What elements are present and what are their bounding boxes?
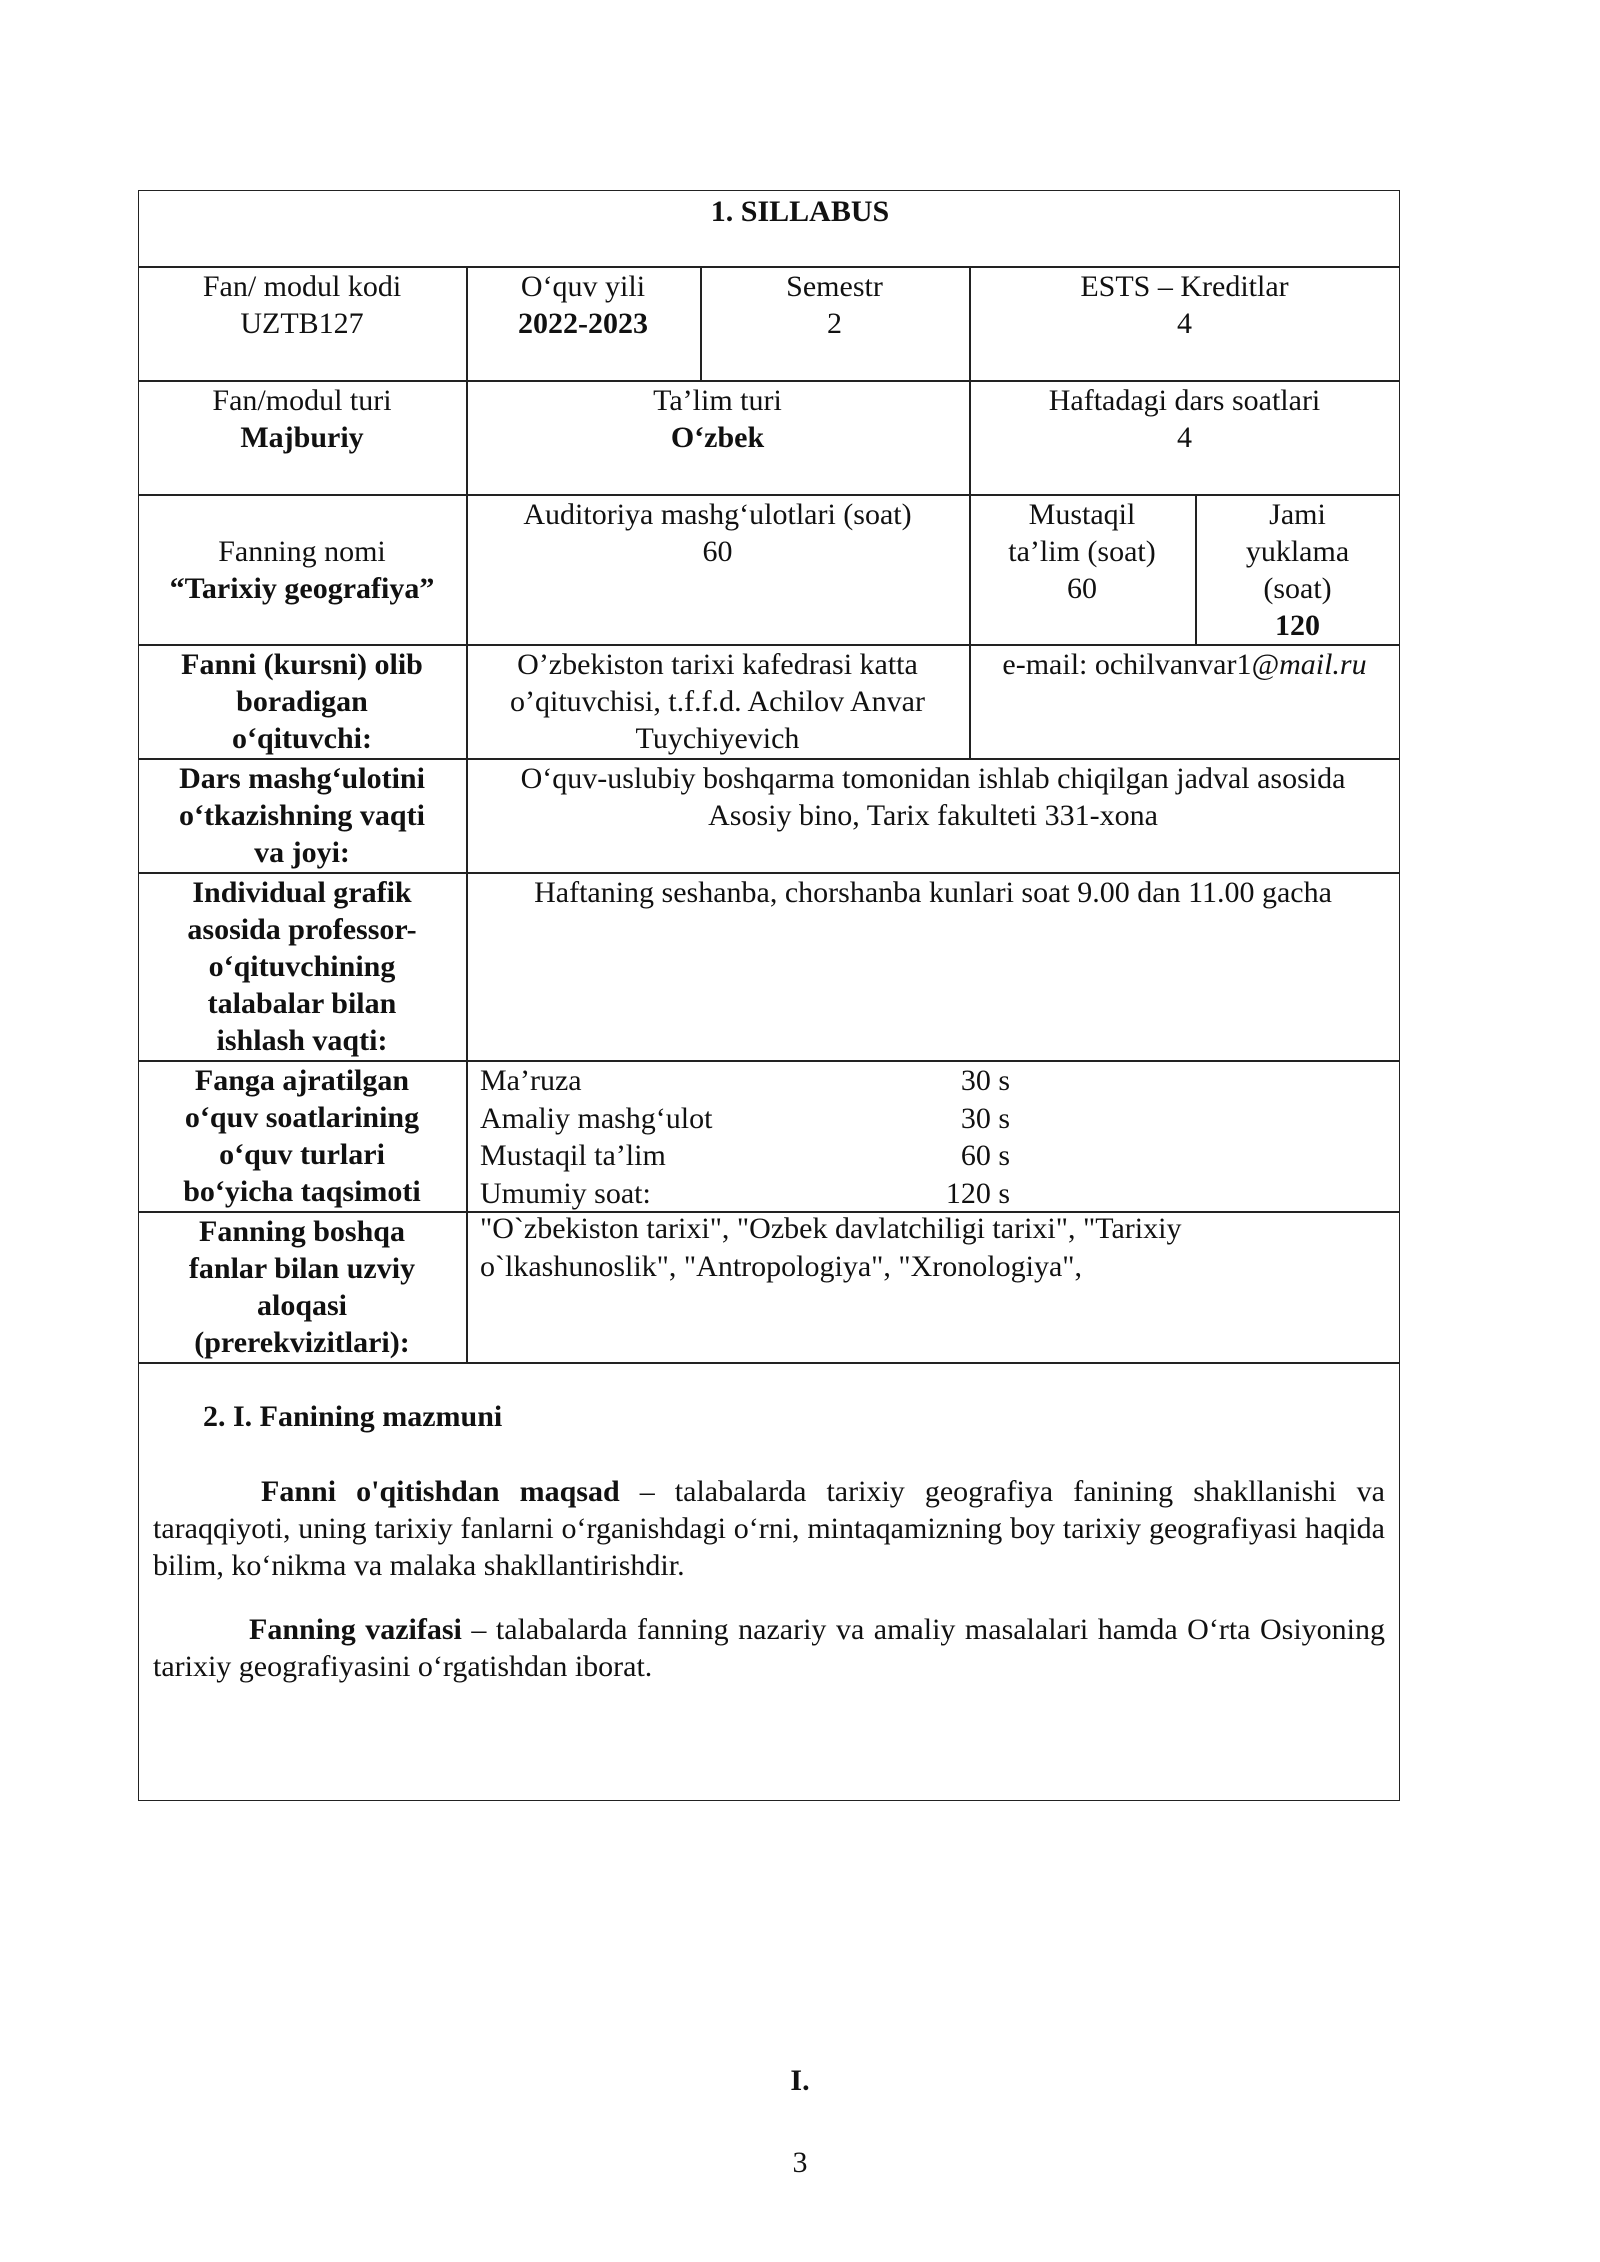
teacher-value-cell bbox=[466, 646, 969, 757]
office-hours-label: ishlash vaqti: bbox=[216, 1024, 388, 1057]
teacher-line: o’qituvchisi, t.f.f.d. Achilov Anvar bbox=[510, 685, 925, 718]
hours-item-name: Umumiy soat: bbox=[480, 1176, 651, 1210]
task-paragraph bbox=[153, 1611, 1385, 1685]
hours-distribution-label: o‘quv soatlarining bbox=[184, 1101, 420, 1134]
module-code-cell bbox=[138, 268, 466, 342]
goal-label: Fanni o'qitishdan maqsad bbox=[261, 1475, 620, 1508]
class-time-label: va joyi: bbox=[254, 836, 350, 869]
office-hours-label: o‘qituvchining bbox=[208, 950, 396, 983]
module-type-cell bbox=[138, 382, 466, 456]
office-hours-label-cell bbox=[138, 874, 466, 1059]
auditorium-hours-cell bbox=[466, 496, 969, 570]
prerequisites-label: fanlar bilan uzviy bbox=[188, 1252, 416, 1285]
hours-distribution-label: o‘quv turlari bbox=[219, 1138, 385, 1171]
prerequisites-label: Fanning boshqa bbox=[199, 1215, 405, 1248]
weekly-hours-cell bbox=[969, 382, 1400, 456]
office-hours-label: talabalar bilan bbox=[207, 987, 397, 1020]
email-domain: @mail.ru bbox=[1251, 648, 1367, 681]
hours-item-value: 60 s bbox=[960, 1139, 1010, 1172]
auditorium-hours-value: 60 bbox=[702, 535, 733, 568]
prerequisites-label: aloqasi bbox=[256, 1289, 348, 1322]
module-type-label: Fan/modul turi bbox=[212, 384, 392, 417]
weekly-hours-label: Haftadagi dars soatlari bbox=[1048, 384, 1321, 417]
hours-distribution-values bbox=[930, 1062, 1010, 1212]
credits-cell bbox=[969, 268, 1400, 342]
auditorium-hours-label: Auditoriya mashg‘ulotlari (soat) bbox=[523, 498, 912, 531]
table-title: 1. SILLABUS bbox=[710, 195, 890, 228]
independent-study-value: 60 bbox=[1067, 572, 1097, 605]
total-load-label: yuklama bbox=[1245, 535, 1350, 568]
hours-item-name: Amaliy mashg‘ulot bbox=[480, 1101, 713, 1135]
section-heading: 2. I. Fanining mazmuni bbox=[203, 1400, 503, 1433]
prerequisites-line: o`lkashunoslik", "Antropologiya", "Xronologiya", bbox=[480, 1250, 1083, 1283]
semester-cell bbox=[700, 268, 969, 342]
independent-study-label: Mustaqil bbox=[1028, 498, 1136, 531]
semester-value: 2 bbox=[827, 307, 842, 340]
total-load-value: 120 bbox=[1275, 609, 1320, 642]
class-time-label: o‘tkazishning vaqti bbox=[179, 799, 425, 832]
teacher-label: boradigan bbox=[236, 685, 368, 718]
goal-text: – talabalarda tarixiy geografiya fanining shakllanishi va taraqqiyoti, uning tarixiy fanlarni o‘rganishdagi o‘rni, mintaqamizning boy tarixiy geografiyasi haqida bilim, ko‘nikma va malaka shakllantirishdir. bbox=[153, 1475, 1385, 1582]
hours-item-name: Mustaqil ta’lim bbox=[480, 1139, 666, 1172]
course-name-value: “Tarixiy geografiya” bbox=[169, 572, 435, 605]
teacher-label: Fanni (kursni) olib bbox=[181, 648, 423, 681]
goal-paragraph bbox=[153, 1473, 1385, 1584]
hours-item-name: Ma’ruza bbox=[480, 1064, 582, 1097]
teacher-line: Tuychiyevich bbox=[635, 722, 800, 755]
class-location-line: Asosiy bino, Tarix fakulteti 331-xona bbox=[708, 799, 1158, 832]
class-time-line: O‘quv-uslubiy boshqarma tomonidan ishlab chiqilgan jadval asosida bbox=[520, 762, 1346, 795]
office-hours-value-cell bbox=[466, 874, 1400, 911]
email-prefix: e-mail: ochilvanvar1 bbox=[1002, 648, 1252, 681]
prerequisites-label: (prerekvizitlari): bbox=[194, 1326, 410, 1359]
office-hours-label: asosida professor- bbox=[187, 913, 417, 946]
prerequisites-line: "O`zbekiston tarixi", "Ozbek davlatchiligi tarixi", "Tarixiy bbox=[480, 1212, 1182, 1245]
independent-study-label: ta’lim (soat) bbox=[1008, 535, 1156, 568]
credits-value: 4 bbox=[1177, 307, 1192, 340]
hours-item-value: 30 s bbox=[960, 1064, 1010, 1097]
office-hours-label: Individual grafik bbox=[192, 876, 412, 909]
prerequisites-value bbox=[480, 1210, 1380, 1286]
academic-year-label: O‘quv yili bbox=[520, 270, 646, 303]
class-time-value-cell bbox=[466, 760, 1400, 834]
hours-item-value: 30 s bbox=[960, 1101, 1010, 1135]
weekly-hours-value: 4 bbox=[1177, 421, 1192, 454]
class-time-label: Dars mashg‘ulotini bbox=[179, 762, 425, 795]
hours-distribution-label-cell bbox=[138, 1062, 466, 1210]
academic-year-cell bbox=[466, 268, 700, 342]
task-text: – talabalarda fanning nazariy va amaliy masalalari hamda O‘rta Osiyoning tarixiy geografiyasini o‘rgatishdan iborat. bbox=[153, 1613, 1385, 1683]
module-code-value: UZTB127 bbox=[240, 307, 364, 340]
total-load-label: Jami bbox=[1269, 498, 1326, 531]
module-code-label: Fan/ modul kodi bbox=[202, 270, 402, 303]
education-language-cell bbox=[466, 382, 969, 456]
page-number: 3 bbox=[792, 2146, 808, 2179]
office-hours-value: Haftaning seshanba, chorshanba kunlari soat 9.00 dan 11.00 gacha bbox=[534, 876, 1332, 909]
education-language-value: O‘zbek bbox=[670, 421, 765, 454]
hours-distribution-label: bo‘yicha taqsimoti bbox=[183, 1175, 421, 1208]
class-time-label-cell bbox=[138, 760, 466, 871]
academic-year-value: 2022-2023 bbox=[518, 307, 648, 340]
hours-distribution-names bbox=[480, 1062, 712, 1212]
hours-distribution-label: Fanga ajratilgan bbox=[194, 1064, 410, 1097]
independent-study-cell bbox=[969, 496, 1195, 607]
teacher-line: O’zbekiston tarixi kafedrasi katta bbox=[517, 648, 918, 681]
email-cell bbox=[969, 646, 1400, 683]
credits-label: ESTS – Kreditlar bbox=[1080, 270, 1289, 303]
education-language-label: Ta’lim turi bbox=[653, 384, 782, 417]
table-rule bbox=[138, 1362, 1400, 1364]
total-load-label: (soat) bbox=[1263, 572, 1332, 605]
task-label: Fanning vazifasi bbox=[249, 1613, 462, 1646]
total-load-cell bbox=[1195, 496, 1400, 644]
course-name-cell bbox=[138, 533, 466, 607]
teacher-label: o‘qituvchi: bbox=[231, 722, 372, 755]
module-type-value: Majburiy bbox=[240, 421, 364, 454]
hours-item-value: 120 s bbox=[945, 1176, 1010, 1210]
semester-label: Semestr bbox=[786, 270, 883, 303]
course-name-label: Fanning nomi bbox=[218, 535, 386, 568]
footer-mark: I. bbox=[790, 2064, 810, 2097]
prerequisites-label-cell bbox=[138, 1213, 466, 1361]
teacher-label-cell bbox=[138, 646, 466, 757]
